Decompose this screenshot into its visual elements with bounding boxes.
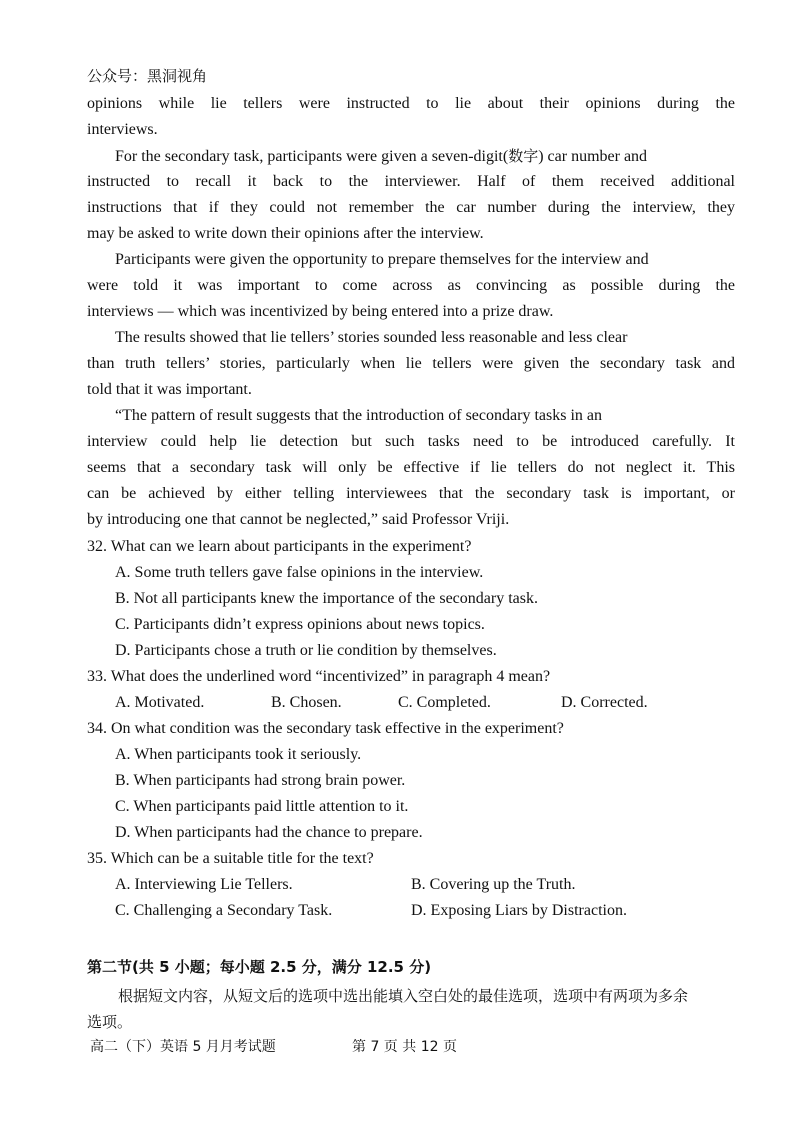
passage-line: were told it was important to come across as convincing as possible during the — [87, 277, 735, 294]
option-a: A. Interviewing Lie Tellers. — [115, 876, 293, 893]
section-instructions: 根据短文内容，从短文后的选项中选出能填入空白处的最佳选项，选项中有两项为多余 — [118, 987, 689, 1005]
passage-line: opinions while lie tellers were instructed to lie about their opinions during the — [87, 95, 735, 112]
section-instructions: 选项。 — [87, 1013, 133, 1031]
passage-text: ) car number and — [538, 148, 648, 165]
passage-line: interview could help lie detection but such tasks need to be introduced carefully. It — [87, 433, 735, 450]
source-header: 公众号：黑洞视角 — [87, 67, 208, 85]
passage-line: instructions that if they could not remember the car number during the interview, they — [87, 199, 735, 216]
option-d: D. Corrected. — [561, 694, 648, 711]
footer-page-number: 第 7 页 共 12 页 — [352, 1039, 457, 1055]
footer-exam-title: 高二（下）英语 5 月月考试题 — [90, 1039, 276, 1055]
passage-line: instructed to recall it back to the interviewer. Half of them received additional — [87, 173, 735, 190]
stem-keyword: incentivized — [322, 668, 401, 685]
passage-text: For the secondary task, participants were given a seven-digit( — [115, 148, 509, 165]
option-c: C. Challenging a Secondary Task. — [115, 902, 333, 919]
option-a: A. Motivated. — [115, 694, 205, 711]
option-c: C. When participants paid little attention to it. — [115, 798, 409, 815]
option-c: C. Participants didn’t express opinions about news topics. — [115, 616, 485, 633]
option-b: B. Chosen. — [271, 694, 342, 711]
question-stem — [87, 667, 550, 687]
passage-line: told that it was important. — [87, 381, 252, 398]
option-b: B. Not all participants knew the importance of the secondary task. — [115, 590, 538, 607]
passage-line: interviews. — [87, 121, 158, 138]
option-a: A. Some truth tellers gave false opinions in the interview. — [115, 564, 484, 581]
option-b: B. When participants had strong brain power. — [115, 772, 406, 789]
option-d: D. Exposing Liars by Distraction. — [411, 902, 627, 919]
option-c: C. Completed. — [398, 694, 491, 711]
stem-text: 33. What does the underlined word “ — [87, 668, 323, 685]
passage-line: The results showed that lie tellers’ stories sounded less reasonable and less clear — [115, 329, 628, 346]
passage-line: can be achieved by either telling interviewees that the secondary task is important, or — [87, 485, 735, 502]
stem-text: ” in paragraph 4 mean? — [400, 668, 551, 685]
passage-line — [115, 146, 735, 167]
passage-line: by introducing one that cannot be neglected,” said Professor Vriji. — [87, 511, 510, 528]
question-stem: 34. On what condition was the secondary task effective in the experiment? — [87, 720, 564, 737]
passage-line: may be asked to write down their opinions after the interview. — [87, 225, 484, 242]
passage-line: interviews — which was incentivized by being entered into a prize draw. — [87, 303, 554, 320]
chinese-gloss: 数字 — [508, 147, 539, 165]
passage-line: seems that a secondary task will only be effective if lie tellers do not neglect it. This — [87, 459, 735, 476]
section-title: 第二节(共 5 小题；每小题 2.5 分，满分 12.5 分) — [87, 958, 432, 976]
question-stem: 32. What can we learn about participants in the experiment? — [87, 538, 472, 555]
option-b: B. Covering up the Truth. — [411, 876, 576, 893]
option-d: D. Participants chose a truth or lie condition by themselves. — [115, 642, 497, 659]
passage-line: Participants were given the opportunity to prepare themselves for the interview and — [115, 251, 649, 268]
passage-line: “The pattern of result suggests that the introduction of secondary tasks in an — [115, 407, 602, 424]
option-d: D. When participants had the chance to prepare. — [115, 824, 423, 841]
passage-line: than truth tellers’ stories, particularly when lie tellers were given the secondary task and — [87, 355, 735, 372]
question-stem: 35. Which can be a suitable title for the text? — [87, 850, 374, 867]
option-a: A. When participants took it seriously. — [115, 746, 362, 763]
